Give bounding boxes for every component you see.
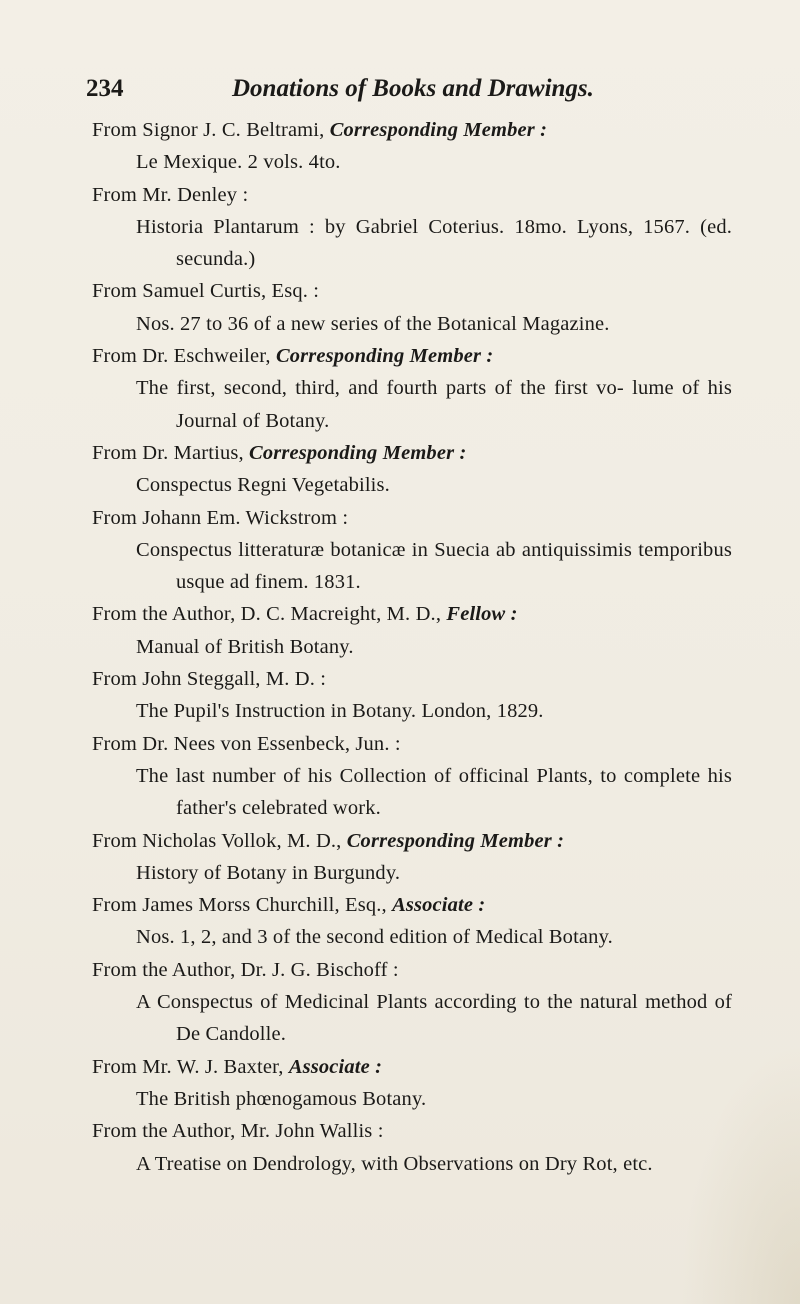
donor-line	[92, 502, 732, 534]
donated-work: Nos. 27 to 36 of a new series of the Botanical Magazine.	[136, 312, 610, 335]
donor-name: From Signor J. C. Beltrami,	[92, 119, 330, 141]
donor-name: From Johann Em. Wickstrom :	[92, 506, 349, 529]
donated-work: Manual of British Botany.	[136, 635, 354, 658]
donor-line	[92, 437, 732, 469]
donated-work: Conspectus litteraturæ botanicæ in Suecia ab antiquissimis temporibus usque ad finem. 1831.	[136, 538, 732, 594]
donation-entry	[92, 954, 732, 1051]
paper-stain	[680, 1044, 800, 1304]
donor-line	[92, 663, 732, 695]
donor-name: From Nicholas Vollok, M. D.,	[92, 829, 347, 852]
donor-role: Corresponding Member :	[346, 829, 565, 852]
donor-name: From Samuel Curtis, Esq. :	[92, 280, 320, 303]
donation-list	[92, 114, 732, 1180]
donor-name: From Mr. Denley :	[92, 183, 249, 206]
donor-line	[92, 179, 732, 211]
donor-name: From the Author, Mr. John Wallis :	[92, 1120, 384, 1143]
donation-entry	[92, 1115, 732, 1180]
donated-work: Conspectus Regni Vegetabilis.	[136, 474, 390, 497]
donation-entry	[92, 275, 732, 340]
donor-role: Corresponding Member :	[329, 119, 548, 141]
donor-line	[92, 889, 732, 921]
donated-work: History of Botany in Burgundy.	[136, 861, 401, 884]
donor-line	[92, 114, 732, 146]
donor-name: From Dr. Nees von Essenbeck, Jun. :	[92, 732, 401, 755]
donor-line	[92, 275, 732, 307]
donation-entry	[92, 340, 732, 437]
donor-name: From James Morss Churchill, Esq.,	[92, 894, 393, 917]
donor-line	[92, 1115, 732, 1147]
donor-name: From the Author, D. C. Macreight, M. D.,	[92, 603, 447, 626]
donation-entry	[92, 502, 732, 599]
donation-entry	[92, 663, 732, 728]
donated-work: A Conspectus of Medicinal Plants according to the natural method of De Candolle.	[136, 991, 732, 1046]
donation-entry	[92, 889, 732, 954]
donation-entry	[92, 728, 732, 825]
donor-line	[92, 728, 732, 760]
donor-role: Associate :	[288, 1055, 383, 1078]
donor-line	[92, 825, 732, 857]
running-title: Donations of Books and Drawings.	[232, 75, 594, 102]
donation-entry	[92, 114, 732, 179]
page-header	[86, 72, 706, 112]
donation-entry	[92, 1051, 732, 1116]
donor-role: Fellow :	[446, 603, 518, 626]
page-number: 234	[86, 75, 124, 102]
donor-role: Corresponding Member :	[275, 345, 494, 368]
donated-work: The first, second, third, and fourth parts of the first vo- lume of his Journal of Botany.	[136, 377, 732, 432]
donor-line	[92, 1051, 732, 1083]
donated-work: Le Mexique. 2 vols. 4to.	[136, 151, 341, 174]
donor-name: From John Steggall, M. D. :	[92, 668, 327, 691]
donation-entry	[92, 179, 732, 276]
donor-name: From Dr. Eschweiler,	[92, 345, 276, 368]
donor-line	[92, 954, 732, 986]
donor-line	[92, 340, 732, 372]
donated-work: The last number of his Collection of officinal Plants, to complete his father's celebrated work.	[136, 764, 732, 820]
donated-work: A Treatise on Dendrology, with Observations on Dry Rot, etc.	[136, 1152, 653, 1175]
donation-entry	[92, 825, 732, 890]
donation-entry	[92, 598, 732, 663]
donated-work: Historia Plantarum : by Gabriel Coterius. 18mo. Lyons, 1567. (ed. secunda.)	[136, 215, 732, 271]
donor-name: From Mr. W. J. Baxter,	[92, 1055, 289, 1078]
donor-name: From Dr. Martius,	[92, 441, 250, 464]
donated-work: Nos. 1, 2, and 3 of the second edition of Medical Botany.	[136, 926, 613, 949]
donor-name: From the Author, Dr. J. G. Bischoff :	[92, 958, 399, 981]
donation-entry	[92, 437, 732, 502]
donor-line	[92, 598, 732, 630]
donated-work: The Pupil's Instruction in Botany. London, 1829.	[136, 700, 544, 723]
donor-role: Corresponding Member :	[249, 441, 467, 464]
donated-work: The British phœnogamous Botany.	[136, 1087, 427, 1110]
donor-role: Associate :	[392, 894, 486, 917]
